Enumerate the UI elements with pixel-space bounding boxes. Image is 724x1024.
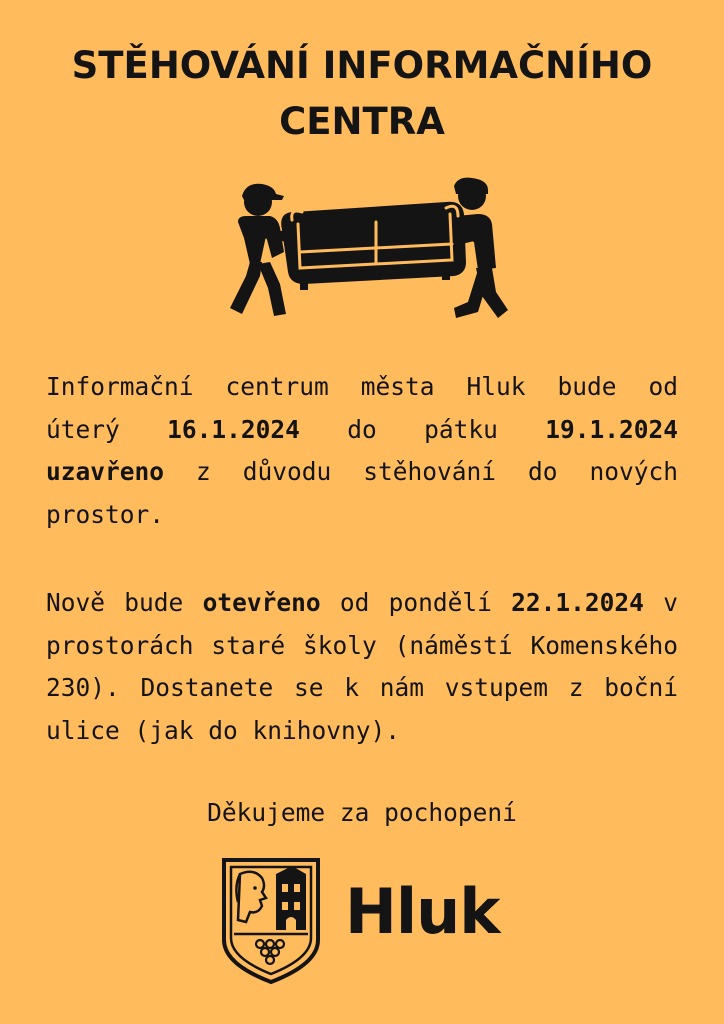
closure-notice: Informační centrum města Hluk bude od úterý 16.1.2024 do pátku 19.1.2024 uzavřeno z důvodu stěhování do nových prostor. bbox=[46, 372, 678, 529]
hluk-coat-of-arms-icon bbox=[220, 856, 322, 986]
page-title bbox=[40, 38, 684, 150]
reopening-status: otevřeno bbox=[202, 588, 321, 617]
closure-status: uzavřeno bbox=[46, 457, 165, 486]
brand-name: Hluk bbox=[345, 875, 500, 948]
closure-date-from: 16.1.2024 bbox=[167, 414, 300, 444]
reopening-date: 22.1.2024 bbox=[511, 588, 644, 617]
thanks-message: Děkujeme za pochopení bbox=[207, 798, 517, 827]
title-line-1: STĚHOVÁNÍ INFORMAČNÍHO bbox=[71, 44, 653, 87]
movers-carrying-sofa-icon bbox=[216, 172, 510, 322]
title-line-2: CENTRA bbox=[279, 100, 445, 143]
reopening-notice: Nově bude otevřeno od pondělí 22.1.2024 v prostorách staré školy (náměstí Komenského 230). Dostanete se k nám vstupem z boční ulice (jak do knihovny). bbox=[46, 588, 678, 745]
closure-date-to: 19.1.2024 bbox=[545, 414, 678, 444]
